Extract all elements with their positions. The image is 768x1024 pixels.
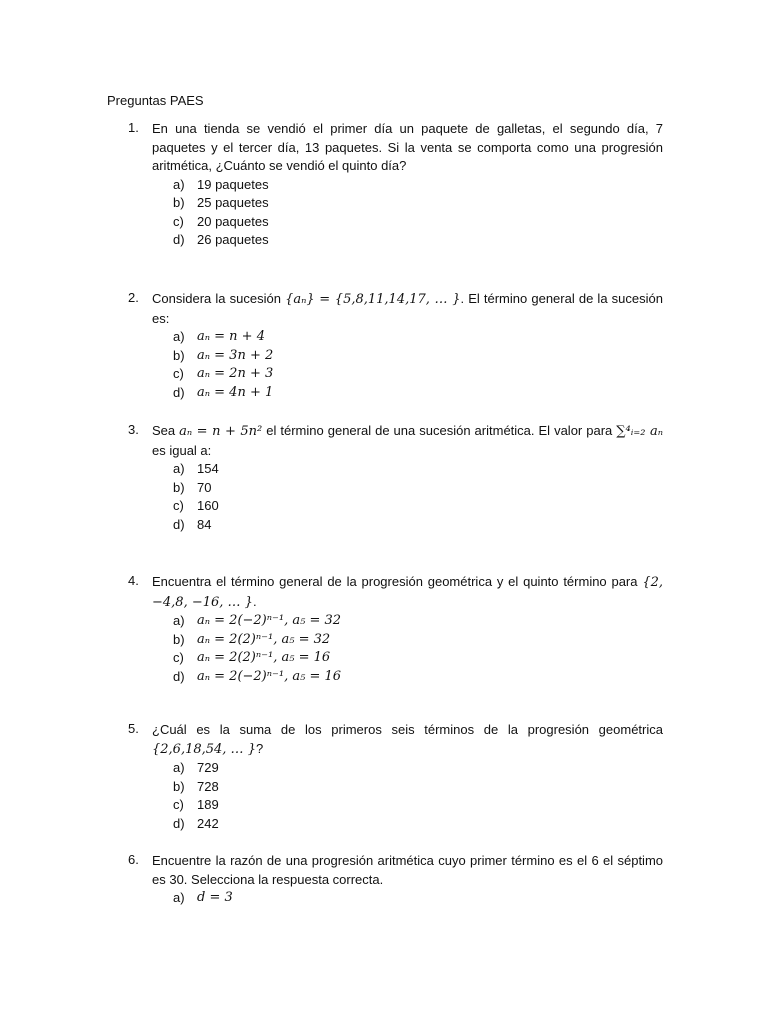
option-b (173, 194, 663, 213)
question-number: 5. (128, 721, 139, 736)
question-text: ¿Cuál es la suma de los primeros seis términos de la progresión geométrica {2,6,18,54, … }? (152, 722, 663, 757)
option-c (173, 213, 663, 232)
option-text: d = 3 (197, 890, 233, 905)
option-b (173, 347, 663, 366)
option-label: a) (173, 760, 185, 775)
option-text: 26 paquetes (197, 232, 269, 248)
option-a (173, 889, 663, 908)
option-b (173, 479, 663, 498)
option-text: aₙ = 2(−2)ⁿ⁻¹, a₅ = 32 (197, 613, 342, 628)
question-1 (107, 120, 663, 250)
option-label: c) (173, 650, 184, 666)
option-text: 19 paquetes (197, 176, 269, 192)
option-label: c) (173, 366, 184, 382)
option-label: a) (173, 461, 185, 476)
option-a (173, 176, 663, 195)
summation-math: ∑⁴ᵢ₌₂ aₙ (616, 424, 664, 439)
option-label: d) (173, 384, 185, 400)
question-6 (107, 852, 663, 908)
option-text: 20 paquetes (197, 213, 269, 229)
option-text: aₙ = 2n + 3 (197, 366, 274, 382)
option-label: d) (173, 668, 185, 684)
question-4 (107, 573, 663, 686)
sequence-math: {2, −4,8, −16, … } (152, 575, 663, 610)
question-number: 3. (128, 422, 139, 437)
question-2 (107, 290, 663, 402)
option-text: 160 (197, 498, 219, 514)
option-a (173, 612, 663, 631)
option-c (173, 796, 663, 815)
option-c (173, 649, 663, 668)
options-list (173, 176, 663, 250)
page-title: Preguntas PAES (107, 93, 204, 108)
option-b (173, 778, 663, 797)
option-label: d) (173, 815, 185, 831)
question-text: Sea aₙ = n + 5n² el término general de una sucesión aritmética. El valor para ∑⁴ᵢ₌₂ aₙ es igual a: (152, 423, 664, 458)
question-text: Considera la sucesión {aₙ} = {5,8,11,14,17, … }. El término general de la sucesión es: (152, 291, 663, 326)
option-label: a) (173, 613, 185, 628)
option-label: d) (173, 232, 185, 248)
option-d (173, 384, 663, 403)
option-d (173, 815, 663, 834)
question-5 (107, 721, 663, 833)
question-text: Encuentre la razón de una progresión aritmética cuyo primer término es el 6 el séptimo es 30. Selecciona la respuesta correcta. (152, 853, 663, 887)
option-label: b) (173, 347, 185, 363)
question-number: 2. (128, 290, 139, 305)
options-list (173, 328, 663, 402)
sequence-math: {aₙ} = {5,8,11,14,17, … } (285, 292, 461, 307)
question-number: 6. (128, 852, 139, 867)
option-a (173, 328, 663, 347)
option-text: 728 (197, 778, 219, 794)
option-text: 25 paquetes (197, 195, 269, 211)
option-b (173, 631, 663, 650)
option-label: c) (173, 498, 184, 514)
question-text: En una tienda se vendió el primer día un paquete de galletas, el segundo día, 7 paquetes y el tercer día, 13 paquetes. Si la venta se comporta como una progresión aritmética, ¿Cuánto se vendió el quinto día? (152, 121, 663, 173)
option-label: c) (173, 213, 184, 229)
option-d (173, 231, 663, 250)
option-label: a) (173, 176, 185, 192)
option-text: aₙ = 2(−2)ⁿ⁻¹, a₅ = 16 (197, 668, 342, 684)
option-label: b) (173, 195, 185, 211)
option-d (173, 668, 663, 687)
question-number: 4. (128, 573, 139, 588)
option-label: c) (173, 797, 184, 813)
option-a (173, 460, 663, 479)
question-text: Encuentra el término general de la progresión geométrica y el quinto término para {2, −4,8, −16, … }. (152, 574, 663, 610)
option-text: aₙ = 3n + 2 (197, 347, 274, 363)
question-3 (107, 422, 663, 534)
option-label: b) (173, 778, 185, 794)
option-text: 189 (197, 797, 219, 813)
sequence-math: {2,6,18,54, … } (152, 741, 256, 757)
option-label: b) (173, 631, 185, 647)
option-text: aₙ = 4n + 1 (197, 384, 274, 400)
option-label: b) (173, 479, 185, 495)
option-text: 154 (197, 461, 219, 476)
option-text: 70 (197, 479, 212, 495)
general-term-math: aₙ = n + 5n² (179, 424, 263, 439)
option-d (173, 516, 663, 535)
option-label: a) (173, 329, 185, 344)
option-text: 242 (197, 815, 219, 831)
option-text: aₙ = n + 4 (197, 329, 265, 344)
question-number: 1. (128, 120, 139, 135)
option-text: aₙ = 2(2)ⁿ⁻¹, a₅ = 16 (197, 650, 331, 666)
option-text: 729 (197, 760, 219, 775)
option-c (173, 365, 663, 384)
options-list (173, 889, 663, 908)
option-text: 84 (197, 516, 212, 532)
option-label: a) (173, 890, 185, 905)
option-a (173, 759, 663, 778)
option-c (173, 497, 663, 516)
options-list (173, 460, 663, 534)
options-list (173, 759, 663, 833)
option-text: aₙ = 2(2)ⁿ⁻¹, a₅ = 32 (197, 631, 331, 647)
options-list (173, 612, 663, 686)
option-label: d) (173, 516, 185, 532)
